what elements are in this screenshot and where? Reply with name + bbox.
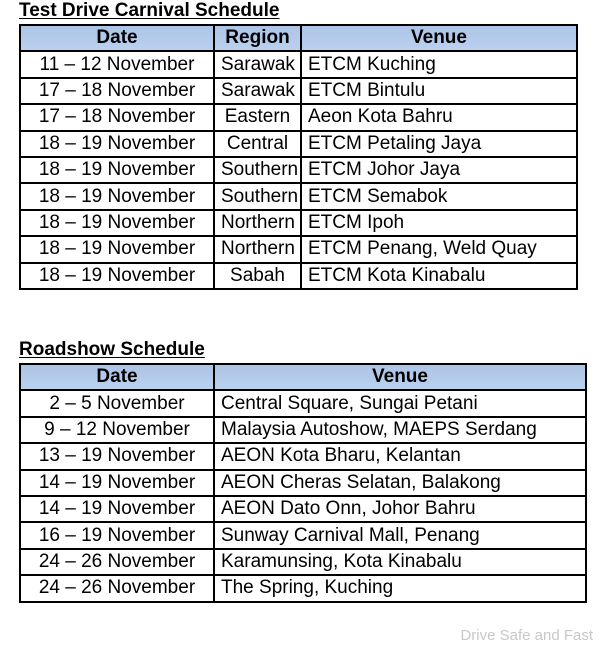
roadshow-table — [19, 363, 587, 603]
cell-date: 13 – 19 November — [20, 443, 214, 469]
cell-region: Sarawak — [214, 51, 301, 77]
table-header-row — [20, 25, 577, 51]
table-row — [20, 470, 586, 496]
cell-region: Sarawak — [214, 78, 301, 104]
table-row — [20, 210, 577, 236]
column-header-venue: Venue — [214, 364, 586, 390]
cell-venue: Sunway Carnival Mall, Penang — [214, 522, 586, 548]
table-row — [20, 417, 586, 443]
cell-venue: ETCM Kuching — [301, 51, 577, 77]
cell-venue: Central Square, Sungai Petani — [214, 390, 586, 416]
cell-date: 18 – 19 November — [20, 131, 214, 157]
table-row — [20, 104, 577, 130]
column-header-region: Region — [214, 25, 301, 51]
table-row — [20, 263, 577, 289]
cell-date: 17 – 18 November — [20, 104, 214, 130]
table-row — [20, 78, 577, 104]
cell-venue: ETCM Johor Jaya — [301, 157, 577, 183]
column-header-date: Date — [20, 364, 214, 390]
cell-date: 9 – 12 November — [20, 417, 214, 443]
table-row — [20, 236, 577, 262]
cell-venue: Malaysia Autoshow, MAEPS Serdang — [214, 417, 586, 443]
cell-date: 2 – 5 November — [20, 390, 214, 416]
cell-venue: AEON Cheras Selatan, Balakong — [214, 470, 586, 496]
cell-venue: AEON Dato Onn, Johor Bahru — [214, 496, 586, 522]
cell-venue: ETCM Petaling Jaya — [301, 131, 577, 157]
table-row — [20, 131, 577, 157]
cell-region: Southern — [214, 183, 301, 209]
cell-date: 18 – 19 November — [20, 157, 214, 183]
table-row — [20, 575, 586, 601]
table-row — [20, 157, 577, 183]
cell-venue: ETCM Ipoh — [301, 210, 577, 236]
cell-date: 18 – 19 November — [20, 263, 214, 289]
cell-date: 18 – 19 November — [20, 236, 214, 262]
cell-date: 24 – 26 November — [20, 549, 214, 575]
cell-region: Southern — [214, 157, 301, 183]
cell-date: 18 – 19 November — [20, 210, 214, 236]
table-row — [20, 390, 586, 416]
cell-venue: Aeon Kota Bahru — [301, 104, 577, 130]
cell-date: 17 – 18 November — [20, 78, 214, 104]
cell-venue: ETCM Bintulu — [301, 78, 577, 104]
cell-venue: ETCM Penang, Weld Quay — [301, 236, 577, 262]
cell-date: 14 – 19 November — [20, 470, 214, 496]
cell-venue: AEON Kota Bharu, Kelantan — [214, 443, 586, 469]
column-header-date: Date — [20, 25, 214, 51]
cell-region: Eastern — [214, 104, 301, 130]
cell-date: 14 – 19 November — [20, 496, 214, 522]
roadshow-title: Roadshow Schedule — [19, 339, 205, 360]
cell-region: Sabah — [214, 263, 301, 289]
column-header-venue: Venue — [301, 25, 577, 51]
cell-venue: Karamunsing, Kota Kinabalu — [214, 549, 586, 575]
table-header-row — [20, 364, 586, 390]
table-row — [20, 443, 586, 469]
test-drive-title: Test Drive Carnival Schedule — [19, 0, 280, 21]
cell-date: 16 – 19 November — [20, 522, 214, 548]
cell-region: Northern — [214, 210, 301, 236]
test-drive-table — [19, 24, 578, 290]
cell-region: Central — [214, 131, 301, 157]
cell-venue: ETCM Kota Kinabalu — [301, 263, 577, 289]
table-row — [20, 496, 586, 522]
cell-date: 24 – 26 November — [20, 575, 214, 601]
cell-venue: The Spring, Kuching — [214, 575, 586, 601]
table-row — [20, 183, 577, 209]
cell-date: 11 – 12 November — [20, 51, 214, 77]
cell-date: 18 – 19 November — [20, 183, 214, 209]
cell-venue: ETCM Semabok — [301, 183, 577, 209]
cell-region: Northern — [214, 236, 301, 262]
table-row — [20, 549, 586, 575]
watermark: Drive Safe and Fast — [460, 627, 593, 644]
table-row — [20, 522, 586, 548]
table-row — [20, 51, 577, 77]
